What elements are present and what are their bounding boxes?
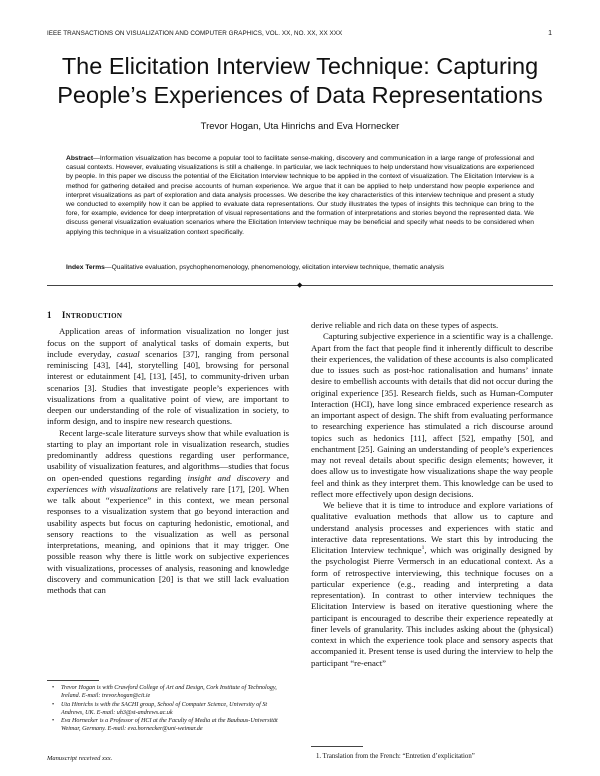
text-run: are relatively rare [17], [20]. When we talk about “experience” in this context, we mean personal responses to a visualization system that go beyond interaction and usability aspects but focus on capturing hedonistic, emotional, and sensory reactions to the visualization as well as personal interpretations, meaning, and opinions that it may trigger. One possible reason why there is little work on subjective experiences with visualizations, processes of analysis, reasoning and knowledge discovery and communication [20] is that we still lack evaluation methods that can xyxy=(47,483,289,595)
affiliation-text: Eva Hornecker is a Professor of HCI at the Faculty of Media at the Bauhaus-Universität Weimar, Germany. E-mail: eva.hornecker@uni-weimar.de xyxy=(61,718,278,732)
diamond-icon: ◆ xyxy=(297,281,303,289)
abstract-label: Abstract xyxy=(66,155,94,162)
author-affiliations xyxy=(52,684,288,734)
affiliation-text: Uta Hinrichs is with the SACHI group, School of Computer Science, University of St Andrews, UK. E-mail: uh3@st-andrews.ac.uk xyxy=(61,701,268,716)
left-column xyxy=(47,310,289,596)
paragraph: Capturing subjective experience in a scientific way is a challenge. Apart from the fact that people find it inherently difficult to describe their experiences, the validation of these accounts is also complicated due to issues such as post-hoc rationalisation and humans’ innate desire to embellish accounts with details that did not occur during the original experience [35]. Research fields, such as Human-Computer Interaction (HCI), have long since embraced experience research as an important aspect of design. The shift from evaluating performance to researching experience has stimulated a rich discourse around topics such as hedonics [11], affect [52], empathy [50], and enchantment [25]. Gaining an understanding of people’s experiences may not reveal details about specific design elements; however, it does allow us to investigate how visualizations shape the way people feel and think as they interpret them. This knowledge can be used to reflect more effectively upon design decisions. xyxy=(311,331,553,499)
affiliation-item xyxy=(52,684,288,700)
paragraph xyxy=(47,428,289,597)
title-line-1: The Elicitation Interview Technique: Capturing xyxy=(61,53,539,79)
title-line-2: People’s Experiences of Data Representations xyxy=(57,82,543,108)
bullet-icon: • xyxy=(52,685,55,691)
italic-run: casual xyxy=(117,348,140,359)
section-number: 1 xyxy=(47,310,52,320)
index-terms-text: —Qualitative evaluation, psychophenomenology, phenomenology, elicitation interview technique, thematic analysis xyxy=(104,264,445,271)
text-run: Application areas of information visualization no longer just focus on the support of analytical tasks of domain experts, but include everyday, xyxy=(47,326,289,359)
manuscript-received: Manuscript received xxx. xyxy=(47,755,113,762)
affiliation-text: Trevor Hogan is with Crawford College of Art and Design, Cork Institute of Technology, Ireland. E-mail: trevor.hogan@cit.ie xyxy=(61,685,277,699)
italic-run: insight and discovery xyxy=(187,472,271,483)
text-run: scenarios [37], ranging from personal reminiscing [43], [44], storytelling [40], browsing for personal interest or edutainment [4], [13], [45], to community-driven urban scenarios [3]. Studies that investigate people’s experiences with visualizations from a qualitative point of view, are important to deepen our understanding of the role of visualization in society, to inform design, and to inspire new research questions. xyxy=(47,348,290,427)
footnote-rule-right xyxy=(311,746,363,747)
paragraph xyxy=(47,326,289,427)
paragraph xyxy=(311,500,553,669)
right-column xyxy=(311,320,553,669)
section-title-rest: NTRODUCTION xyxy=(65,312,123,320)
affiliation-item xyxy=(52,717,288,733)
abstract-text: —Information visualization has become a popular tool to facilitate sense-making, discovery and communication in a large range of professional and casual contexts. However, evaluating visualizations is still a challenge. In particular, we lack techniques to help understand how visualizations are experienced by people. In this paper we discuss the potential of the Elicitation Interview technique to be applied in the context of visualization. The Elicitation Interview is a method for gathering detailed and precise accounts of human experience. We argue that it can be applied to help understand how people experience and interpret visualizations as part of exploration and data analysis processes. We describe the key characteristics of this interview technique and present a study we conducted to exemplify how it can be applied to evaluate data representations. Our study illustrates the types of insights this technique can bring to the fore, for example, evidence for deep interpretation of visual representations and the formation of interpretations and stories beyond the represented data. We discuss general visualization evaluation scenarios where the Elicitation Interview technique may be beneficial and specify what needs to be considered when applying this technique in a visualization context specifically. xyxy=(66,155,534,236)
text-run: Recent large-scale literature surveys show that while evaluation is starting to play an important role in visualization research, studies predominantly address questions regarding user performance, usability of visualization features, and algorithms—studies that focus on open-ended questions regarding xyxy=(47,427,289,483)
footnote-rule xyxy=(47,680,99,681)
bullet-icon: • xyxy=(52,701,55,708)
index-terms-label: Index Terms xyxy=(66,264,105,271)
index-terms xyxy=(66,263,534,272)
affiliation-item xyxy=(52,701,288,717)
bullet-icon: • xyxy=(52,718,55,724)
footnote: 1. Translation from the French: “Entretien d’explicitation” xyxy=(316,753,475,760)
section-heading xyxy=(47,310,289,322)
section-title-initial: I xyxy=(61,310,66,320)
text-run: We believe that it is time to introduce and explore variations of qualitative evaluation methods that allow us to capture and understand analysis processes and experiences with static and interactive data representations. We start this by introducing the Elicitation Interview technique xyxy=(311,500,553,555)
authors: Trevor Hogan, Uta Hinrichs and Eva Hornecker xyxy=(200,121,400,132)
footnote-marker: 1 xyxy=(421,545,425,552)
abstract xyxy=(66,154,534,237)
text-run: , which was originally designed by the psychologist Pierre Vermersch in an educational context. As a form of retrospective interviewing, this technique focuses on a particular experience (e.g., reading and interpreting a data representation). In contrast to other interview techniques the Elicitation Interview is based on iterative questioning where the participant is encouraged to describe their experience repeatedly at finer levels of granularity. This includes asking about the (physical) context in which the experience took place and sensory aspects that accompanied it. Present tense is used during the interview to help the participant “re-enact” xyxy=(311,545,554,668)
running-head: IEEE TRANSACTIONS ON VISUALIZATION AND COMPUTER GRAPHICS, VOL. XX, NO. XX, XX XXX xyxy=(47,30,343,37)
text-run: and xyxy=(270,472,289,483)
page-number: 1 xyxy=(548,30,552,37)
paper-title xyxy=(20,52,580,110)
paragraph: derive reliable and rich data on these types of aspects. xyxy=(311,320,499,330)
italic-run: experiences with visualizations xyxy=(47,483,158,494)
